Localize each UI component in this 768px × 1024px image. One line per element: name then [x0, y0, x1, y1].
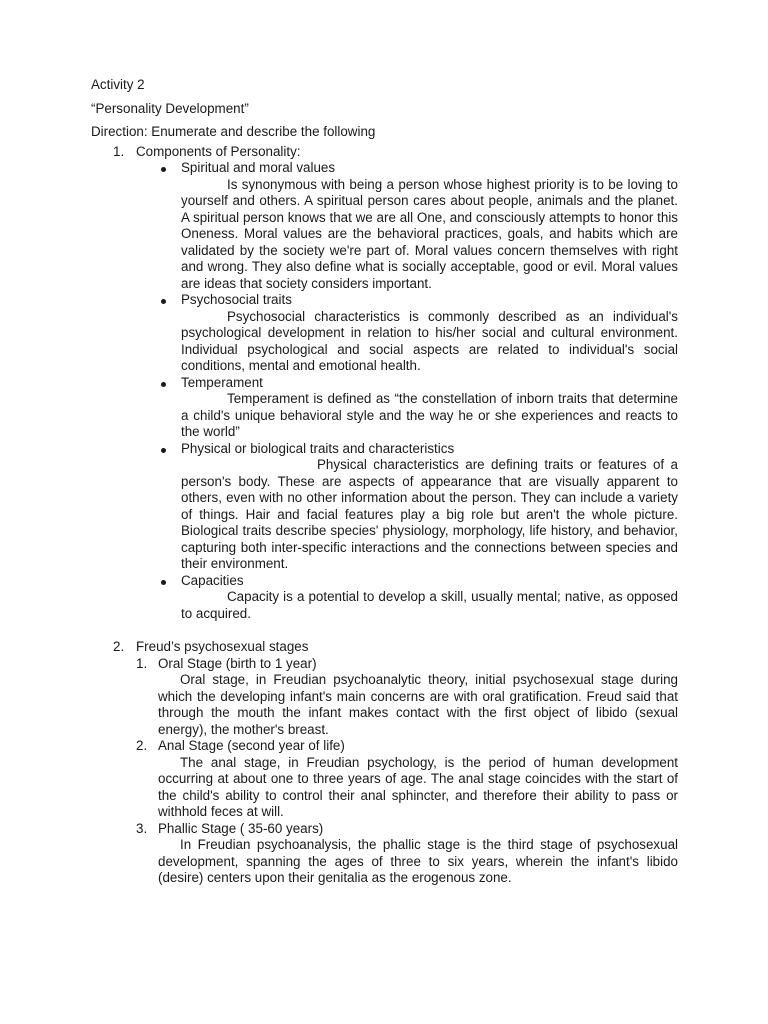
stage-number: 1.	[136, 655, 148, 671]
stage-number: 3.	[136, 820, 148, 836]
stage-heading: Anal Stage (second year of life)	[158, 738, 345, 753]
list-item	[136, 160, 678, 292]
item-description: Psychosocial characteristics is commonly described as an individual's psychological development in relation to his/her social and cultural environment. Individual psychological and social aspects are related to individual's social conditions, mental and emotional health.	[181, 308, 678, 373]
stage-number: 2.	[136, 738, 148, 753]
item-heading: Spiritual and moral values	[181, 160, 336, 175]
section-number: 1.	[113, 143, 125, 159]
list-item	[136, 441, 678, 573]
item-heading: Physical or biological traits and characteristics	[181, 440, 455, 456]
direction-text: Direction: Enumerate and describe the following	[91, 124, 376, 139]
bullet-icon	[161, 580, 166, 585]
item-heading: Capacities	[181, 572, 244, 588]
stage-item	[136, 738, 678, 821]
bullet-icon	[161, 382, 166, 387]
bullet-icon	[161, 448, 166, 453]
item-description: Is synonymous with being a person whose highest priority is to be loving to yourself and others. A spiritual person cares about people, animals and the planet. A spiritual person knows that we are all One, and consciously attempts to honor this Oneness. Moral values are the behavioral practices, goals, and habits which are validated by the society we're part of. Moral values concern themselves with right and wrong. They also define what is socially acceptable, good or evil. Moral values are ideas that society considers important.	[181, 176, 678, 291]
section-number: 2.	[113, 639, 125, 654]
item-description: Temperament is defined as “the constellation of inborn traits that determine a child's unique behavioral style and the way he or she experiences and reacts to the world”	[181, 391, 678, 439]
document-title: “Personality Development”	[91, 100, 249, 116]
item-heading: Temperament	[181, 374, 263, 390]
stage-item	[136, 821, 678, 887]
stage-heading: Phallic Stage ( 35-60 years)	[158, 820, 324, 836]
section-freud-stages	[91, 639, 678, 887]
bullet-icon	[161, 167, 166, 172]
activity-label: Activity 2	[91, 77, 145, 92]
section-title: Components of Personality:	[136, 143, 301, 159]
list-item	[136, 292, 678, 375]
section-components	[91, 144, 678, 623]
list-item	[136, 375, 678, 441]
stage-description: Oral stage, in Freudian psychoanalytic theory, initial psychosexual stage during which the developing infant's main concerns are with oral gratification. Freud said that through the mouth the infant makes contact with the first object of libido (sexual energy), the mother's breast.	[158, 672, 678, 737]
stage-description: The anal stage, in Freudian psychology, is the period of human development occurring at about one to three years of age. The anal stage coincides with the start of the child's ability to control their anal sphincter, and therefore their ability to pass or withhold feces at will.	[158, 754, 678, 819]
item-heading: Psychosocial traits	[181, 292, 292, 307]
item-description: Physical characteristics are defining traits or features of a person's body. These are aspects of appearance that are visually apparent to others, even with no other information about the person. They can include a variety of things. Hair and facial features play a big role but aren't the whole picture. Biological traits describe species' physiology, morphology, life history, and behavior, capturing both inter-specific interactions and the connections between species and their environment.	[181, 457, 678, 571]
item-description: Capacity is a potential to develop a skill, usually mental; native, as opposed to acquired.	[181, 589, 678, 621]
section-title: Freud’s psychosexual stages	[136, 639, 309, 654]
bullet-icon	[161, 299, 166, 304]
stage-description: In Freudian psychoanalysis, the phallic stage is the third stage of psychosexual development, spanning the ages of three to six years, wherein the infant's libido (desire) centers upon their genitalia as the erogenous zone.	[158, 837, 678, 885]
list-item	[136, 573, 678, 623]
stage-heading: Oral Stage (birth to 1 year)	[158, 655, 317, 671]
stage-item	[136, 656, 678, 739]
